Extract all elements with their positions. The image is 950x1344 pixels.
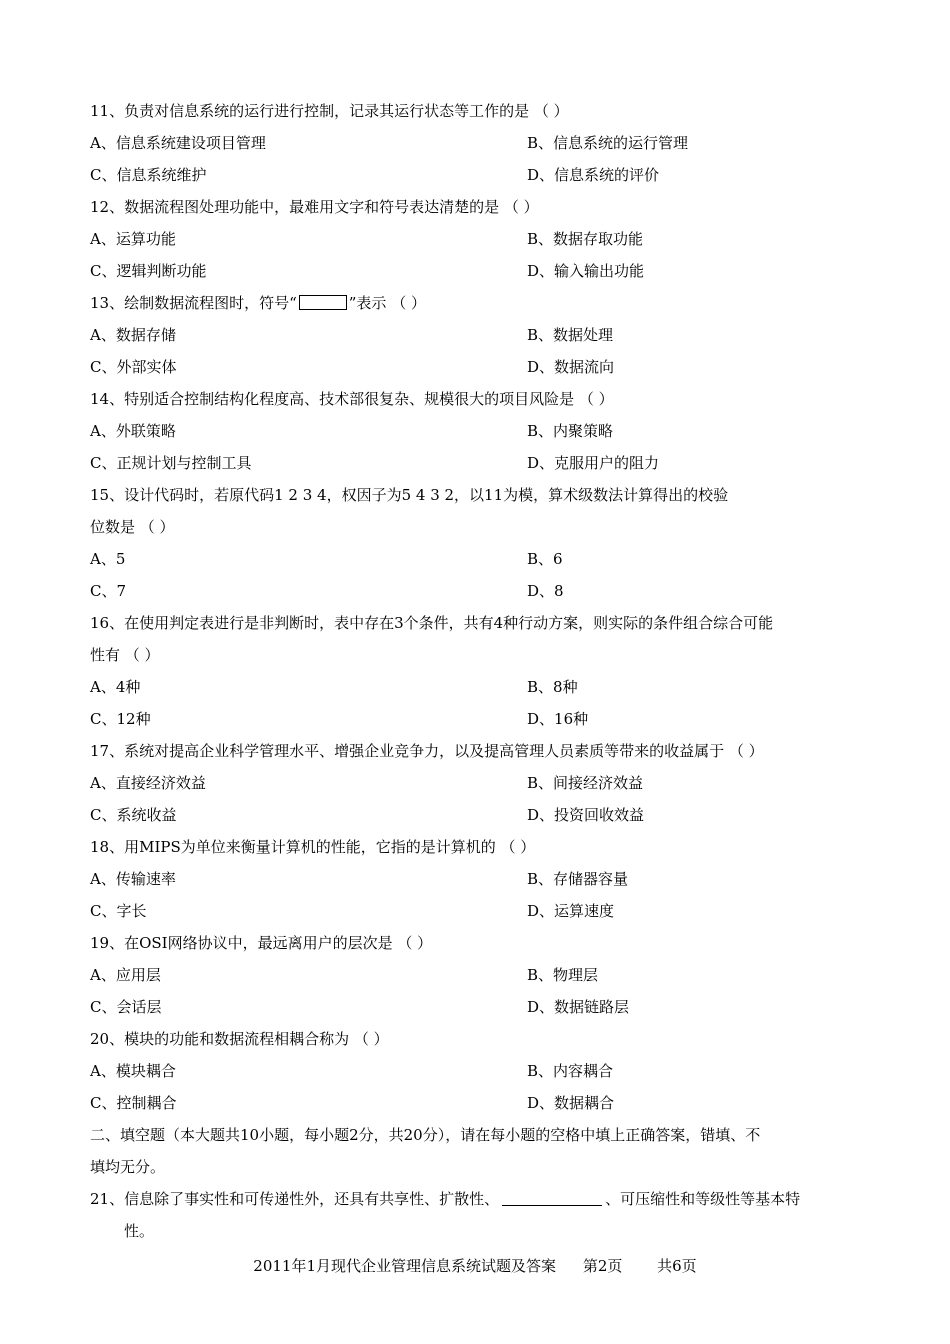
question-16-stem-cont: 性有 （ ） bbox=[90, 646, 160, 664]
option-d: D、投资回收效益 bbox=[527, 806, 645, 824]
option-d: D、运算速度 bbox=[527, 902, 615, 920]
question-21-text-after: 、可压缩性和等级性等基本特 bbox=[605, 1190, 801, 1208]
question-13-stem bbox=[90, 293, 870, 313]
option-c: C、正规计划与控制工具 bbox=[90, 454, 252, 472]
question-12-stem: 12、数据流程图处理功能中，最难用文字和符号表达清楚的是 （ ） bbox=[90, 198, 539, 216]
question-15-stem-cont: 位数是 （ ） bbox=[90, 518, 175, 536]
fill-in-blank[interactable] bbox=[502, 1189, 602, 1206]
option-a: A、数据存储 bbox=[90, 326, 176, 344]
footer-page-number: 第2页 bbox=[582, 1257, 623, 1275]
option-c: C、12种 bbox=[90, 710, 151, 728]
option-b: B、物理层 bbox=[527, 966, 599, 984]
option-b: B、存储器容量 bbox=[527, 870, 629, 888]
question-11-stem: 11、负责对信息系统的运行进行控制，记录其运行状态等工作的是 （ ） bbox=[90, 102, 569, 120]
option-c: C、系统收益 bbox=[90, 806, 177, 824]
option-d: D、克服用户的阻力 bbox=[527, 454, 660, 472]
option-b: B、内容耦合 bbox=[527, 1062, 614, 1080]
question-19-stem: 19、在OSI网络协议中，最远离用户的层次是 （ ） bbox=[90, 934, 433, 952]
external-entity-rectangle-symbol bbox=[299, 295, 347, 310]
option-d: D、数据耦合 bbox=[527, 1094, 615, 1112]
question-21-stem bbox=[90, 1189, 870, 1209]
option-a: A、传输速率 bbox=[90, 870, 176, 888]
option-d: D、数据流向 bbox=[527, 358, 615, 376]
option-b: B、数据处理 bbox=[527, 326, 614, 344]
section-2-heading: 二、填空题（本大题共10小题，每小题2分，共20分），请在每小题的空格中填上正确答案，错填、不 bbox=[90, 1126, 761, 1144]
question-13-text-before: 13、绘制数据流程图时，符号“ bbox=[90, 294, 297, 312]
option-b: B、间接经济效益 bbox=[527, 774, 644, 792]
option-c: C、逻辑判断功能 bbox=[90, 262, 207, 280]
option-a: A、4种 bbox=[90, 678, 141, 696]
question-20-stem: 20、模块的功能和数据流程相耦合称为 （ ） bbox=[90, 1030, 389, 1048]
option-b: B、8种 bbox=[527, 678, 578, 696]
footer-total-pages: 共6页 bbox=[657, 1257, 697, 1275]
option-d: D、输入输出功能 bbox=[527, 262, 645, 280]
option-c: C、信息系统维护 bbox=[90, 166, 207, 184]
question-13-text-after: ”表示 （ ） bbox=[348, 294, 426, 312]
option-a: A、应用层 bbox=[90, 966, 161, 984]
option-a: A、运算功能 bbox=[90, 230, 176, 248]
question-14-stem: 14、特别适合控制结构化程度高、技术部很复杂、规模很大的项目风险是 （ ） bbox=[90, 390, 614, 408]
question-17-stem: 17、系统对提高企业科学管理水平、增强企业竞争力，以及提高管理人员素质等带来的收益属于 （ ） bbox=[90, 742, 764, 760]
option-d: D、16种 bbox=[527, 710, 589, 728]
option-d: D、信息系统的评价 bbox=[527, 166, 660, 184]
option-a: A、模块耦合 bbox=[90, 1062, 176, 1080]
option-a: A、外联策略 bbox=[90, 422, 176, 440]
option-c: C、7 bbox=[90, 582, 127, 600]
option-c: C、会话层 bbox=[90, 998, 162, 1016]
question-15-stem: 15、设计代码时，若原代码1 2 3 4，权因子为5 4 3 2，以11为模，算术级数法计算得出的校验 bbox=[90, 486, 729, 504]
question-18-stem: 18、用MIPS为单位来衡量计算机的性能，它指的是计算机的 （ ） bbox=[90, 838, 536, 856]
option-c: C、外部实体 bbox=[90, 358, 177, 376]
question-21-text-before: 21、信息除了事实性和可传递性外，还具有共享性、扩散性、 bbox=[90, 1190, 500, 1208]
option-b: B、信息系统的运行管理 bbox=[527, 134, 689, 152]
option-a: A、5 bbox=[90, 550, 126, 568]
question-21-stem-cont: 性。 bbox=[124, 1222, 155, 1240]
option-a: A、直接经济效益 bbox=[90, 774, 206, 792]
question-16-stem: 16、在使用判定表进行是非判断时，表中存在3个条件，共有4种行动方案，则实际的条件组合综合可能 bbox=[90, 614, 774, 632]
option-c: C、控制耦合 bbox=[90, 1094, 177, 1112]
option-b: B、数据存取功能 bbox=[527, 230, 644, 248]
footer-title: 2011年1月现代企业管理信息系统试题及答案 bbox=[253, 1257, 557, 1275]
option-c: C、字长 bbox=[90, 902, 147, 920]
option-d: D、数据链路层 bbox=[527, 998, 630, 1016]
option-a: A、信息系统建设项目管理 bbox=[90, 134, 266, 152]
option-b: B、6 bbox=[527, 550, 563, 568]
section-2-heading-cont: 填均无分。 bbox=[90, 1158, 166, 1176]
option-b: B、内聚策略 bbox=[527, 422, 614, 440]
page-footer bbox=[0, 1256, 950, 1276]
option-d: D、8 bbox=[527, 582, 564, 600]
